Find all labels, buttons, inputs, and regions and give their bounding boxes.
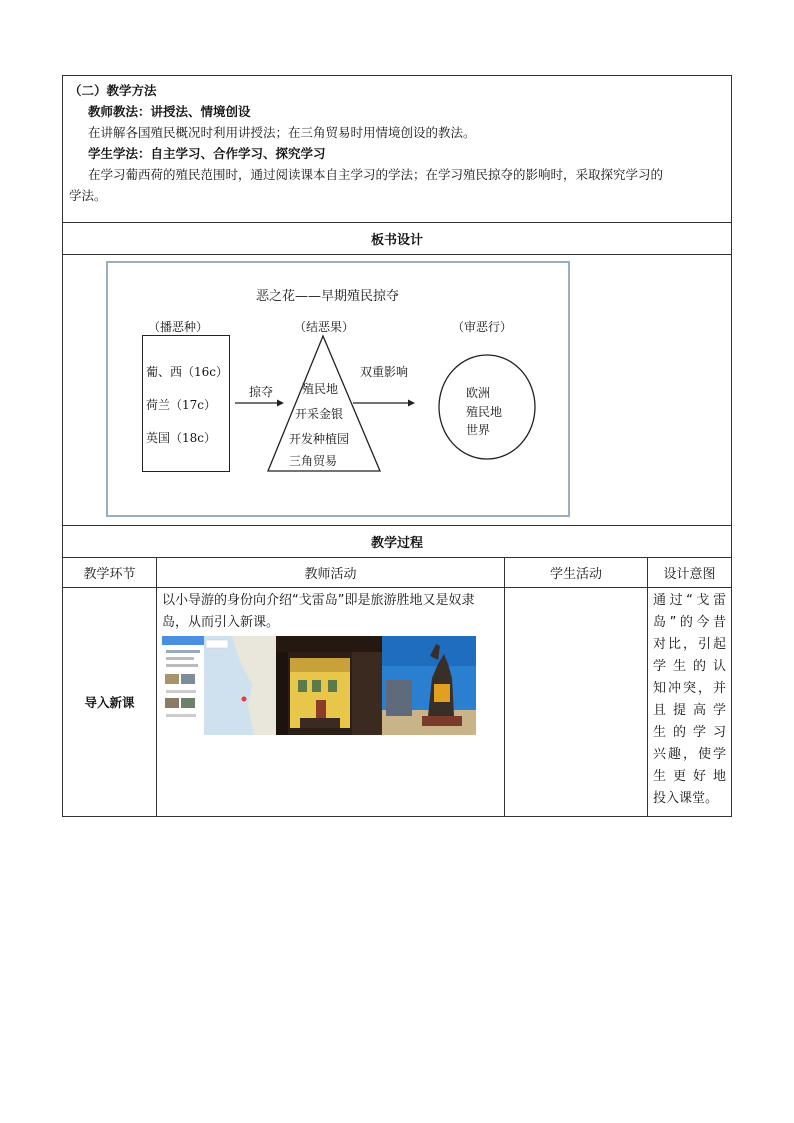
intent-line-6: 且提高学: [653, 703, 727, 718]
intent-line-7: 生的学习: [653, 725, 727, 740]
col2-label: （结恶果）: [294, 320, 355, 334]
circle-item-3: 世界: [466, 423, 491, 437]
methods-heading: （二）教学方法: [69, 83, 157, 98]
intent-line-10: 投入课堂。: [653, 791, 719, 806]
stage-cell: 导入新课: [63, 588, 157, 817]
col-header-student: 学生活动: [505, 558, 648, 588]
student-method-desc-2: 学法。: [69, 188, 107, 203]
teaching-methods-cell: [63, 76, 732, 223]
triangle-item-2: 开采金银: [295, 407, 344, 421]
board-diagram: [106, 261, 570, 517]
lesson-plan-table: [62, 75, 732, 817]
intro-images: [162, 636, 476, 735]
country-3: 英国（18c）: [146, 431, 216, 445]
arrow-2-label: 双重影响: [360, 365, 409, 379]
statue-photo-image: [382, 636, 476, 735]
col-header-intent: 设计意图: [648, 558, 732, 588]
circle-item-2: 殖民地: [466, 405, 503, 419]
table-row: [63, 588, 732, 817]
board-title: 恶之花——早期殖民掠夺: [256, 289, 400, 304]
map-screenshot-image: [162, 636, 276, 735]
arrow-1-head: [277, 400, 284, 407]
country-1: 葡、西（16c）: [146, 365, 228, 379]
arrow-2-head: [408, 400, 415, 407]
circle-item-1: 欧洲: [466, 386, 491, 400]
intent-line-4: 学生的认: [653, 659, 727, 674]
col1-label: （播恶种）: [148, 320, 209, 334]
triangle-item-4: 三角贸易: [289, 454, 338, 468]
country-2: 荷兰（17c）: [146, 398, 216, 412]
board-design-header: 板书设计: [63, 223, 732, 255]
col-header-stage: 教学环节: [63, 558, 157, 588]
doorway-photo-image: [276, 636, 382, 735]
student-method-label: 学生学法：自主学习、合作学习、探究学习: [88, 146, 326, 161]
board-design-cell: [63, 255, 732, 526]
triangle-item-3: 开发种植园: [289, 432, 350, 446]
student-method-desc-1: 在学习葡西荷的殖民范围时，通过阅读课本自主学习的学法；在学习殖民掠夺的影响时，采取探究学习的: [88, 167, 664, 182]
triangle-item-1: 殖民地: [302, 382, 339, 396]
intent-line-8: 兴趣，使学: [653, 747, 727, 762]
teacher-method-label: 教师教法：讲授法、情境创设: [88, 104, 251, 119]
intent-line-2: 岛”的今昔: [653, 615, 727, 630]
intent-line-9: 生更好地: [653, 769, 727, 784]
teacher-method-desc: 在讲解各国殖民概况时利用讲授法；在三角贸易时用情境创设的教法。: [88, 125, 476, 140]
teaching-process-header: 教学过程: [63, 526, 732, 558]
col3-label: （审恶行）: [452, 320, 513, 334]
teacher-activity-cell: [157, 588, 505, 817]
design-intent-cell: [648, 588, 732, 817]
col-header-teacher: 教师活动: [157, 558, 505, 588]
intent-line-3: 对比，引起: [653, 637, 727, 652]
student-activity-cell: [505, 588, 648, 817]
intent-line-5: 知冲突，并: [653, 681, 727, 696]
intent-line-1: 通过“戈雷: [653, 593, 727, 608]
teacher-activity-text: 以小导游的身份向介绍“戈雷岛”即是旅游胜地又是奴隶岛，从而引入新课。: [162, 593, 475, 630]
arrow-1-label: 掠夺: [249, 385, 274, 399]
